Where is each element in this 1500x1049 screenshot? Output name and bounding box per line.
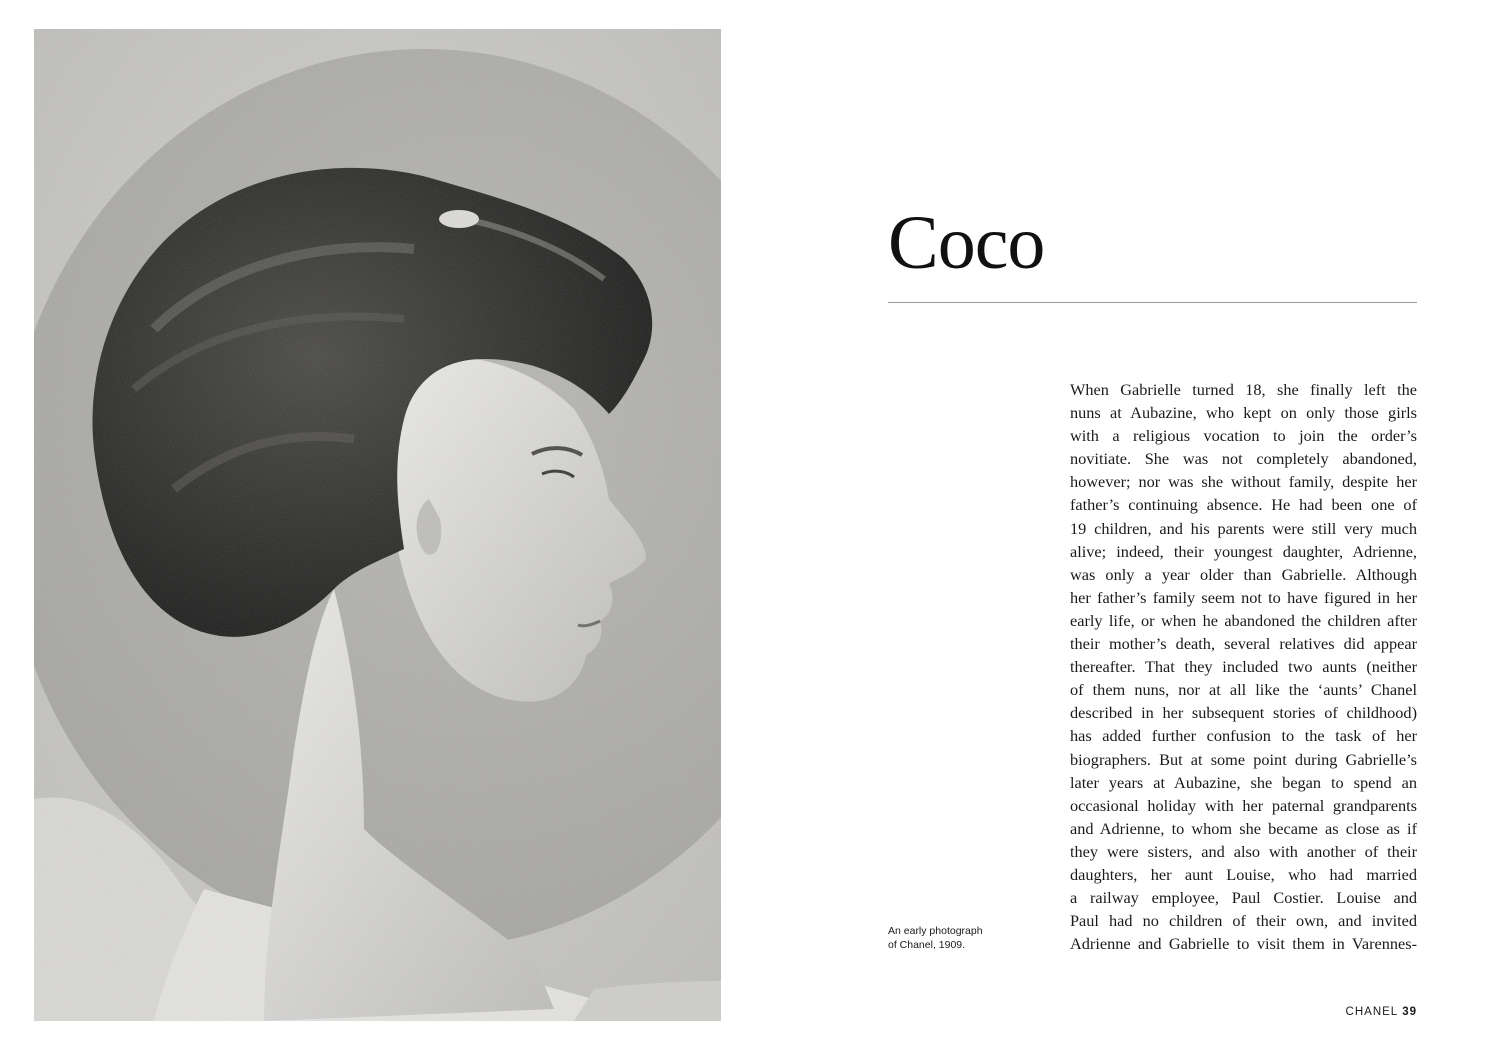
body-line: was only a year older than Gabrielle. Although [1070, 564, 1417, 584]
portrait-photograph [34, 29, 721, 1021]
body-line: thereafter. That they included two aunts (neither [1070, 657, 1417, 677]
caption-line: An early photograph [888, 925, 983, 937]
body-line: a railway employee, Paul Costier. Louise and [1070, 888, 1417, 908]
running-head: CHANEL [1345, 1006, 1399, 1018]
body-line: with a religious vocation to join the order’s [1070, 426, 1417, 446]
body-line: Adrienne and Gabrielle to visit them in Varennes- [1070, 934, 1417, 954]
body-line: occasional holiday with her paternal grandparents [1070, 795, 1417, 815]
caption-line: of Chanel, 1909. [888, 938, 966, 951]
body-line: described in her subsequent stories of childhood) [1070, 703, 1417, 723]
body-line: her father’s family seem not to have figured in her [1070, 587, 1417, 607]
body-line: they were sisters, and also with another of their [1070, 841, 1417, 861]
photo-caption [888, 925, 1048, 952]
body-line: however; nor was she without family, despite her [1070, 472, 1417, 492]
page-number: 39 [1402, 1006, 1417, 1018]
body-line: biographers. But at some point during Gabrielle’s [1070, 749, 1417, 769]
body-line: novitiate. She was not completely abandoned, [1070, 449, 1417, 469]
body-line: has added further confusion to the task of her [1070, 726, 1417, 746]
body-line: and Adrienne, to whom she became as close as if [1070, 818, 1417, 838]
chapter-title: Coco [888, 201, 1045, 285]
body-line: of them nuns, nor at all like the ‘aunts’ Chanel [1070, 680, 1417, 700]
page-footer [1346, 1006, 1417, 1018]
body-line: Paul had no children of their own, and invited [1070, 911, 1417, 931]
title-divider [888, 302, 1417, 303]
body-line: daughters, her aunt Louise, who had married [1070, 864, 1417, 884]
body-line: early life, or when he abandoned the children after [1070, 610, 1417, 630]
body-line: their mother’s death, several relatives did appear [1070, 634, 1417, 654]
portrait-image [34, 29, 721, 1021]
body-line: 19 children, and his parents were still very much [1070, 518, 1417, 538]
body-line: father’s continuing absence. He had been one of [1070, 495, 1417, 515]
body-line: later years at Aubazine, she began to spend an [1070, 772, 1417, 792]
body-line: nuns at Aubazine, who kept on only those girls [1070, 403, 1417, 423]
body-paragraph [1070, 378, 1417, 955]
body-line: When Gabrielle turned 18, she finally left the [1070, 380, 1417, 399]
body-line: alive; indeed, their youngest daughter, Adrienne, [1070, 541, 1417, 561]
